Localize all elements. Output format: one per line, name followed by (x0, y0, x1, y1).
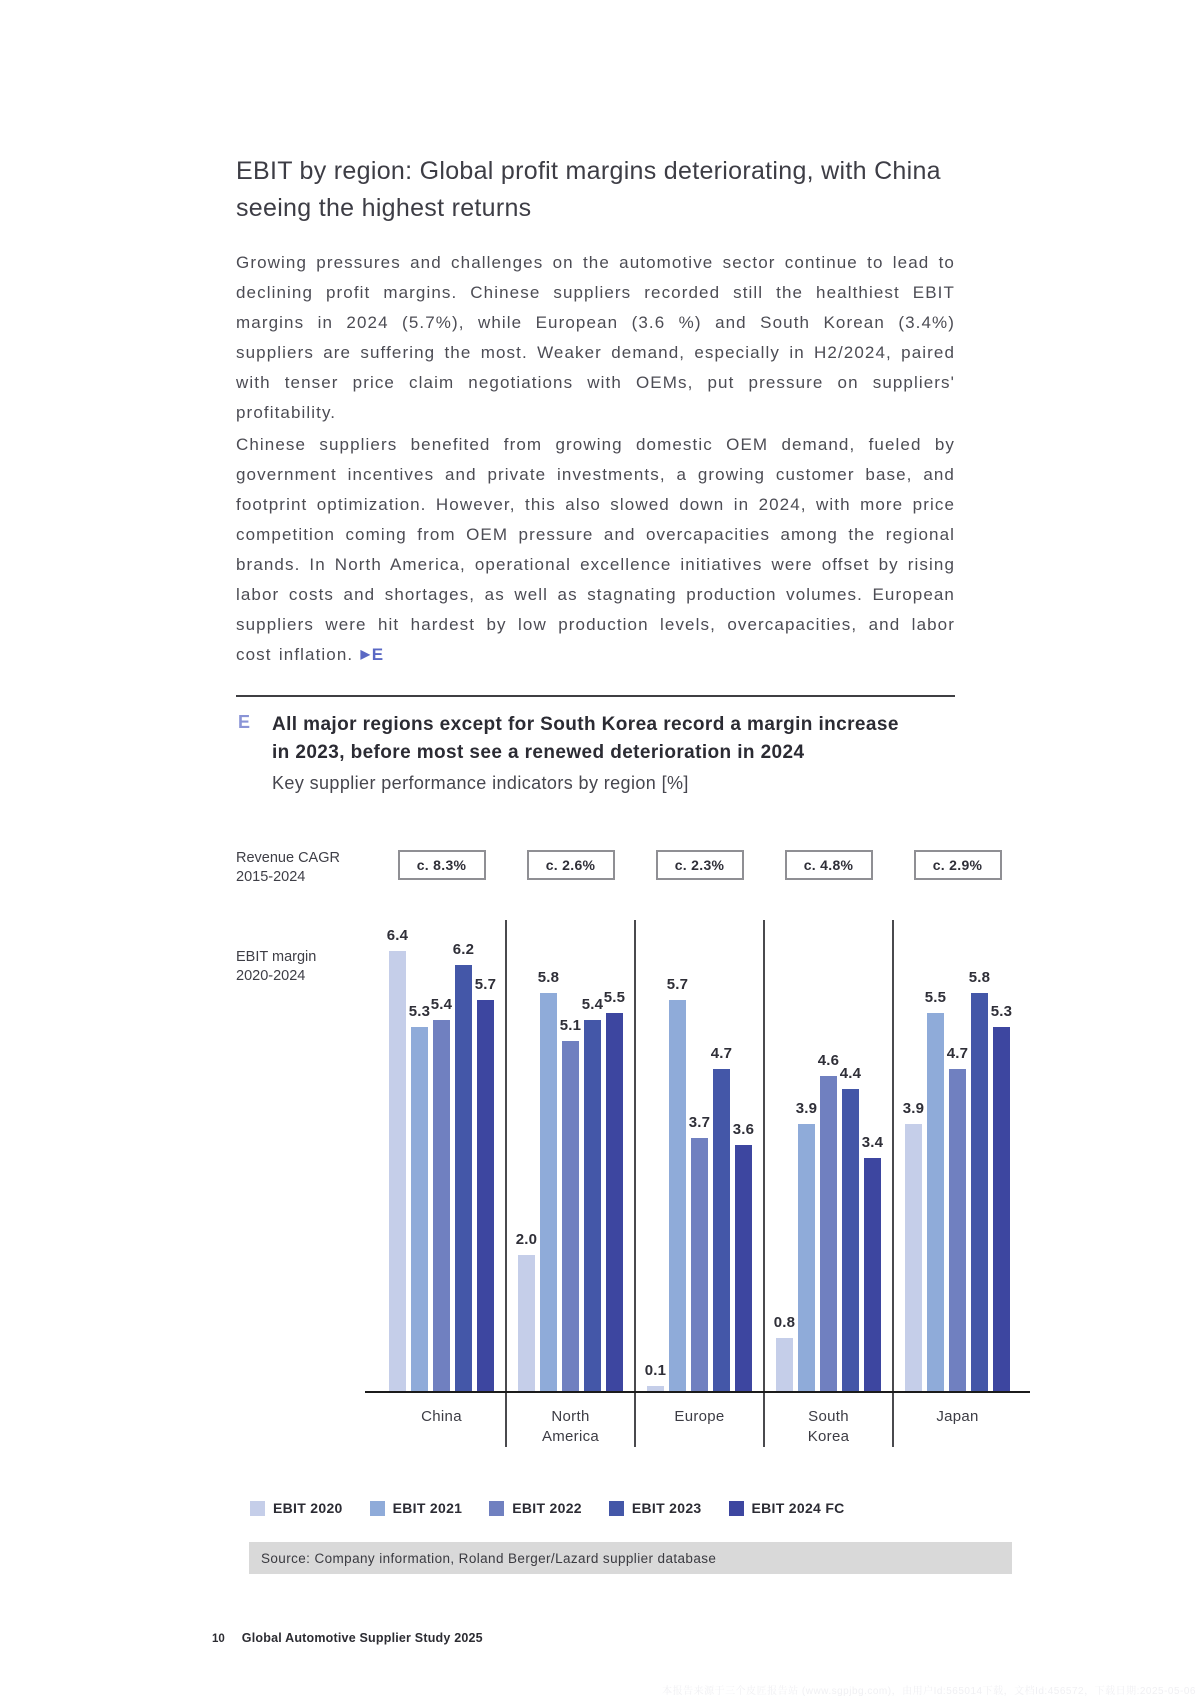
revenue-cagr-box: c. 4.8% (785, 850, 873, 880)
bar-value-label: 3.7 (688, 1114, 711, 1131)
group-divider-line (505, 920, 507, 1447)
bar-value-label: 5.3 (990, 1003, 1013, 1020)
bar-value-label: 5.7 (474, 976, 497, 993)
legend-swatch-icon (250, 1501, 265, 1516)
footer-doc-title: Global Automotive Supplier Study 2025 (241, 1631, 483, 1645)
bar-value-label: 5.5 (924, 989, 947, 1006)
page-title (236, 153, 1016, 227)
region-label (635, 1407, 764, 1427)
bar (606, 1013, 623, 1393)
page-number: 10 (212, 1633, 225, 1645)
source-text: Source: Company information, Roland Berger/Lazard supplier database (261, 1550, 717, 1566)
bar (798, 1124, 815, 1393)
bar (971, 993, 988, 1393)
bar-value-label: 4.7 (946, 1045, 969, 1062)
chart-baseline-axis (365, 1391, 1030, 1393)
legend-swatch-icon (489, 1501, 504, 1516)
bar (455, 965, 472, 1393)
region-label (377, 1407, 506, 1427)
legend-label: EBIT 2022 (512, 1500, 582, 1516)
ebit-margin-label-line-1: EBIT margin (236, 949, 317, 965)
bar (518, 1255, 535, 1393)
bar (905, 1124, 922, 1393)
page-title-line-1: EBIT by region: Global profit margins deteriorating, with China (236, 157, 941, 185)
source-bar (249, 1542, 1012, 1574)
revenue-cagr-label-line-2: 2015-2024 (236, 869, 306, 885)
group-divider-line (634, 920, 636, 1447)
revenue-cagr-label-line-1: Revenue CAGR (236, 850, 340, 866)
exhibit-reference-marker (361, 645, 384, 664)
region-label-text: China (421, 1408, 462, 1425)
legend-label: EBIT 2020 (273, 1500, 343, 1516)
legend-label: EBIT 2023 (631, 1500, 702, 1516)
bar-value-label: 5.4 (430, 996, 453, 1013)
page-footer (212, 1631, 483, 1645)
exhibit-heading (272, 711, 952, 767)
bar-value-label: 5.5 (603, 989, 626, 1006)
bar (562, 1041, 579, 1393)
bar (584, 1020, 601, 1393)
exhibit-reference-letter: E (371, 645, 384, 664)
legend-item-ebit-2022 (489, 1500, 582, 1516)
region-label (506, 1407, 635, 1447)
legend-swatch-icon (370, 1501, 385, 1516)
chart-legend (250, 1500, 845, 1516)
download-watermark: 本报告来源于三个皮匠报告站 (www.sgpjbg.com)，由用户Id:565014下载，文档Id:456572，下载日期:2025-05-06 (662, 1686, 1196, 1697)
bar (842, 1089, 859, 1393)
bar-value-label: 5.7 (666, 976, 689, 993)
region-label-text: North America (541, 1408, 600, 1445)
bar-value-label: 6.2 (452, 941, 475, 958)
bar-value-label: 5.3 (408, 1003, 431, 1020)
bar-value-label: 4.4 (839, 1065, 862, 1082)
region-label (764, 1407, 893, 1447)
group-divider-line (763, 920, 765, 1447)
revenue-cagr-label (236, 849, 366, 887)
region-label (893, 1407, 1022, 1427)
bar (389, 951, 406, 1393)
triangle-right-icon: ▶ (360, 647, 370, 661)
exhibit-label: E (238, 712, 251, 732)
region-label-text: South Korea (807, 1408, 850, 1445)
bar (864, 1158, 881, 1393)
exhibit-heading-line-1: All major regions except for South Korea record a margin increase (272, 714, 899, 735)
exhibit-subtitle: Key supplier performance indicators by region [%] (272, 773, 689, 793)
bar (540, 993, 557, 1393)
legend-item-ebit-2020 (250, 1500, 343, 1516)
bar-value-label: 3.9 (902, 1100, 925, 1117)
ebit-margin-label-line-2: 2020-2024 (236, 968, 306, 984)
body-paragraph-2 (236, 430, 955, 671)
bar-value-label: 0.1 (644, 1362, 667, 1379)
bar-value-label: 2.0 (515, 1231, 538, 1248)
bar-value-label: 5.4 (581, 996, 604, 1013)
legend-label: EBIT 2021 (392, 1500, 463, 1516)
bar-value-label: 4.6 (817, 1052, 840, 1069)
revenue-cagr-box: c. 8.3% (398, 850, 486, 880)
bar-value-label: 3.4 (861, 1134, 884, 1151)
body-paragraph-1: Growing pressures and challenges on the automotive sector continue to lead to declining profit margins. Chinese suppliers recorded still the healthiest EBIT margins in 2024 (5.7%), while European (3.6 %) and South Korean (3.4%) suppliers are suffering the most. Weaker demand, especially in H2/2024, paired with tenser price claim negotiations with OEMs, put pressure on suppliers' profitability. (236, 253, 955, 422)
bar (949, 1069, 966, 1393)
bar (820, 1076, 837, 1393)
bar (691, 1138, 708, 1393)
bar (713, 1069, 730, 1393)
bar-value-label: 3.9 (795, 1100, 818, 1117)
bar (433, 1020, 450, 1393)
bar-value-label: 0.8 (773, 1314, 796, 1331)
revenue-cagr-box: c. 2.6% (527, 850, 615, 880)
legend-swatch-icon (729, 1501, 744, 1516)
bar (776, 1338, 793, 1393)
bar (993, 1027, 1010, 1393)
bar (735, 1145, 752, 1393)
body-paragraph-2-text: Chinese suppliers benefited from growing domestic OEM demand, fueled by government incentives and private investments, a growing customer base, and footprint optimization. However, this also slowed down in 2024, with more price competition coming from OEM pressure and overcapacities among the regional brands. In North America, operational excellence initiatives were offset by rising labor costs and shortages, as well as stagnating production volumes. European suppliers were hit hardest by low production levels, overcapacities, and labor cost inflation. (236, 435, 955, 664)
page-title-line-2: seeing the highest returns (236, 194, 532, 222)
bar-value-label: 5.8 (968, 969, 991, 986)
ebit-margin-label (236, 948, 366, 986)
section-divider-rule (236, 695, 955, 697)
bar (927, 1013, 944, 1393)
bar (669, 1000, 686, 1393)
group-divider-line (892, 920, 894, 1447)
legend-item-ebit-2021 (370, 1500, 463, 1516)
bar-value-label: 4.7 (710, 1045, 733, 1062)
bar-value-label: 5.1 (559, 1017, 582, 1034)
revenue-cagr-box: c. 2.3% (656, 850, 744, 880)
legend-item-ebit-2023 (609, 1500, 702, 1516)
bar-value-label: 3.6 (732, 1121, 755, 1138)
legend-label: EBIT 2024 FC (751, 1500, 845, 1516)
region-label-text: Japan (936, 1408, 979, 1425)
bar-value-label: 5.8 (537, 969, 560, 986)
legend-swatch-icon (609, 1501, 624, 1516)
region-label-text: Europe (674, 1408, 725, 1425)
bar (411, 1027, 428, 1393)
legend-item-ebit-2024-fc (729, 1500, 845, 1516)
bar (477, 1000, 494, 1393)
revenue-cagr-box: c. 2.9% (914, 850, 1002, 880)
exhibit-heading-line-2: in 2023, before most see a renewed deterioration in 2024 (272, 742, 805, 763)
bar-value-label: 6.4 (386, 927, 409, 944)
